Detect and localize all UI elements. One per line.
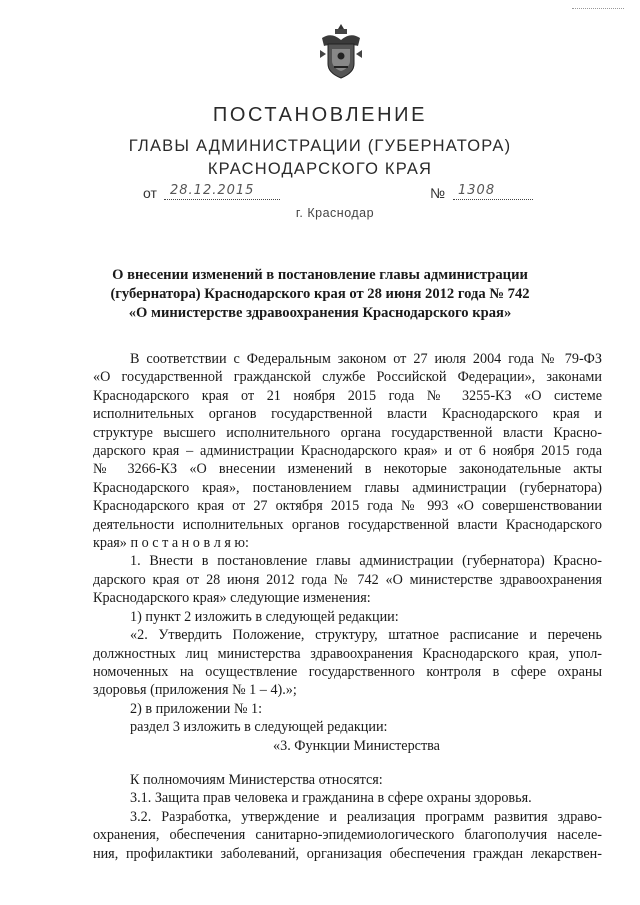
section-3-title: «3. Функции Министерства — [273, 737, 440, 754]
krasnodar-coat-of-arms-icon — [318, 22, 364, 80]
item-1-line: 1. Внести в постановление главы администрации (губернатора) Красно- — [130, 553, 602, 570]
number-underline — [453, 199, 533, 200]
quote-2-line: должностных лиц министерства здравоохранения Краснодарского края, упол- — [93, 645, 602, 662]
decree-body — [93, 350, 602, 863]
clause-3-2-line: охранения, обеспечения санитарно-эпидемиологического благополучия населе- — [93, 827, 602, 844]
scan-mark — [572, 8, 624, 13]
preamble-line: «О государственной гражданской службе Российской Федерации», законами — [93, 369, 602, 386]
date-handwritten: 28.12.2015 — [170, 183, 255, 198]
clause-3-1: 3.1. Защита прав человека и гражданина в сфере охраны здоровья. — [130, 790, 532, 807]
preamble-line: В соответствии с Федеральным законом от 27 июля 2004 года № 79-ФЗ — [130, 351, 602, 367]
title-line: (губернатора) Краснодарского края от 28 июня 2012 года № 742 — [110, 286, 530, 302]
number-label: № — [430, 185, 446, 201]
clause-3-2-line: ния, профилактики заболеваний, организация обеспечения граждан лекарствен- — [93, 845, 602, 862]
title-line: О внесении изменений в постановление главы администрации — [112, 267, 528, 283]
clause-3-2-line: 3.2. Разработка, утверждение и реализация программ развития здраво- — [130, 808, 602, 825]
powers-intro: К полномочиям Министерства относятся: — [130, 771, 383, 788]
decree-title — [100, 266, 540, 323]
item-1-line: дарского края от 28 июня 2012 года № 742 «О министерстве здравоохранения — [93, 571, 602, 588]
preamble-line: № 3266-КЗ «О внесении изменений в некоторые законодательные акты — [93, 461, 602, 478]
item-1-line: Краснодарского края» следующие изменения: — [93, 590, 371, 607]
preamble-line: края» п о с т а н о в л я ю: — [93, 535, 249, 552]
quote-2-line: номоченных на осуществление государственного контроля в сфере охраны — [93, 663, 602, 680]
preamble-line: дарского края – администрации Краснодарского края» и от 6 ноября 2015 года — [93, 443, 602, 460]
date-label: от — [143, 185, 157, 201]
quote-2-line: здоровья (приложения № 1 – 4).»; — [93, 682, 297, 699]
preamble-line: исполнительных органов государственной власти Краснодарского края и — [93, 406, 602, 423]
spacer — [93, 755, 602, 771]
quote-2-line: «2. Утвердить Положение, структуру, штатное расписание и перечень — [130, 627, 602, 644]
authority-line-2: КРАСНОДАРСКОГО КРАЯ — [207, 160, 433, 178]
section-3-intro: раздел 3 изложить в следующей редакции: — [130, 719, 388, 736]
title-line: «О министерстве здравоохранения Краснодарского края» — [128, 305, 512, 321]
date-number-row — [0, 183, 640, 205]
preamble-line: деятельности исполнительных органов государственной власти Краснодарского — [93, 516, 602, 533]
date-underline — [164, 199, 280, 200]
subitem-1: 1) пункт 2 изложить в следующей редакции: — [130, 608, 399, 625]
preamble-line: Краснодарского края от 27 октября 2015 года № 993 «О совершенствовании — [93, 498, 602, 515]
subitem-2: 2) в приложении № 1: — [130, 700, 263, 717]
number-handwritten: 1308 — [458, 183, 496, 198]
preamble-line: Краснодарского края», постановлением главы администрации (губернатора) — [93, 479, 602, 496]
authority-line-1: ГЛАВЫ АДМИНИСТРАЦИИ (ГУБЕРНАТОРА) — [128, 137, 512, 155]
preamble-line: структуре высшего исполнительного органа государственной власти Красно- — [93, 424, 602, 441]
document-type: ПОСТАНОВЛЕНИЕ — [212, 104, 428, 126]
preamble-line: Краснодарского края от 21 ноября 2015 года № 3255-КЗ «О системе — [93, 387, 602, 404]
city: г. Краснодар — [295, 206, 375, 220]
